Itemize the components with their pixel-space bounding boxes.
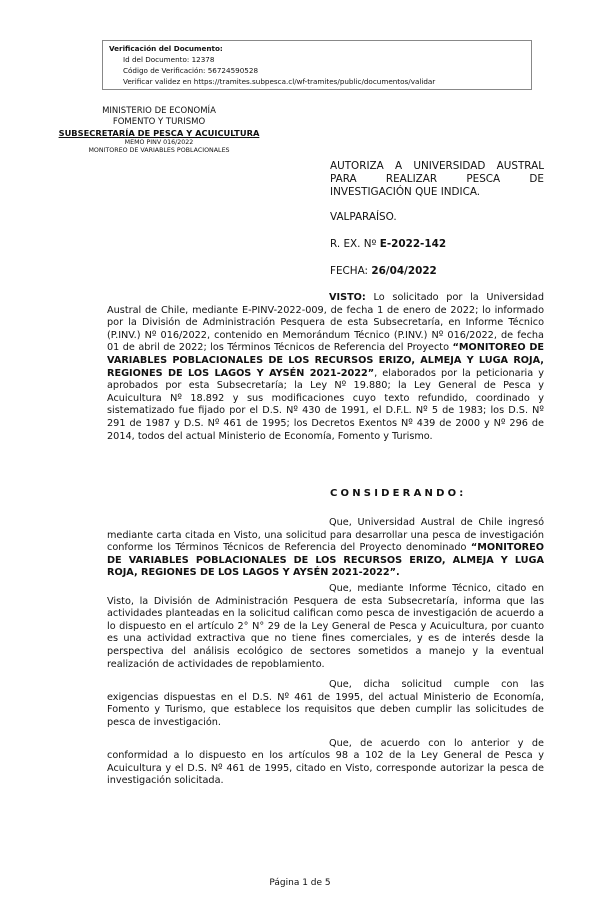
considerando-heading: CONSIDERANDO: <box>330 488 467 499</box>
verification-box <box>102 40 532 90</box>
paragraph-4: Que, de acuerdo con lo anterior y de conformidad a lo dispuesto en los artículos 98 a 102 de la Ley General de Pesca y Acuicultura y el D.S. Nº 461 de 1995, citado en Visto, corresponde autorizar la pesca de investigación solicitada. <box>107 737 544 787</box>
ministry-line-2: FOMENTO Y TURISMO <box>112 117 206 127</box>
verification-code: • Código de Verificación: 56724590528 <box>123 65 525 76</box>
visto-section <box>107 292 544 443</box>
verification-id: • Id del Documento: 12378 <box>123 54 525 65</box>
page-number: Página 1 de 5 <box>269 878 331 888</box>
monitoreo-label: MONITOREO DE VARIABLES POBLACIONALES <box>88 147 230 154</box>
ministry-header <box>34 106 284 155</box>
resolution-number <box>330 238 446 251</box>
considerando-section <box>107 517 544 788</box>
fecha-label: FECHA: <box>330 265 372 277</box>
visto-label: VISTO: <box>329 292 366 303</box>
paragraph-1-text: Que, Universidad Austral de Chile ingresó mediante carta citada en Visto, una solicitud para desarrollar una pesca de investigación conforme los Términos Técnicos de Referencia del Proyecto denominado <box>107 517 544 554</box>
resolution-date <box>330 265 437 278</box>
title-line-2: PARA REALIZAR PESCA DE <box>330 173 544 185</box>
paragraph-1-project: “MONITOREO DE VARIABLES POBLACIONALES DE LOS RECURSOS ERIZO, ALMEJA Y LUGA ROJA, REGIONES DE LOS LAGOS Y AYSÉN 2021-2022”. <box>107 542 544 579</box>
place: VALPARAÍSO. <box>330 211 397 223</box>
title-line-1: AUTORIZA A UNIVERSIDAD AUSTRAL <box>330 160 544 172</box>
memo-number: MEMO PINV 016/2022 <box>124 139 194 146</box>
paragraph-1 <box>107 517 544 580</box>
resolution-title <box>330 160 544 199</box>
visto-text-2: , elaborados por la peticionaria y aprobados por esta Subsecretaría; la Ley Nº 19.880; la Ley General de Pesca y Acuicultura Nº 18.892 y sus modificaciones cuyo texto refundido, coordinado y sistematizado fue fijado por el D.S. Nº 430 de 1991, el D.F.L. Nº 5 de 1983; los D.S. Nº 291 de 1987 y D.S. Nº 461 de 1995; los Decretos Exentos Nº 439 de 2000 y Nº 296 de 2014, todos del actual Ministerio de Economía, Fomento y Turismo. <box>107 367 545 442</box>
verification-list <box>109 54 525 87</box>
paragraph-2: Que, mediante Informe Técnico, citado en Visto, la División de Administración Pesquera de esta Subsecretaría, informa que las actividades planteadas en la solicitud califican como pesca de investigación de acuerdo a lo dispuesto en el artículo 2° N° 29 de la Ley General de Pesca y Acuicultura, por cuanto es una actividad extractiva que no tiene fines comerciales, y es de interés desde la perspectiva del análisis ecológico de sectores sometidos a manejo y la eventual realización de actividades de repoblamiento. <box>107 582 544 670</box>
subsecretaria-title: SUBSECRETARÍA DE PESCA Y ACUICULTURA <box>58 128 260 138</box>
ministry-line-1: MINISTERIO DE ECONOMÍA <box>102 106 216 116</box>
rex-label: R. EX. Nº <box>330 238 380 250</box>
visto-text-1: Lo solicitado por la Universidad Austral de Chile, mediante E-PINV-2022-009, de fecha 1 de enero de 2022; lo informado por la División de Administración Pesquera de esta Subsecretaría, en Informe Técnico (P.INV.) Nº 016/2022, contenido en Memorándum Técnico (P.INV.) Nº 016/2022, de fecha 01 de abril de 2022; los Términos Técnicos de Referencia del Proyecto <box>107 292 544 354</box>
verification-title: Verificación del Documento: <box>109 44 223 53</box>
paragraph-3: Que, dicha solicitud cumple con las exigencias dispuestas en el D.S. Nº 461 de 1995, del actual Ministerio de Economía, Fomento y Turismo, que establece los requisitos que deben cumplir las solicitudes de pesca de investigación. <box>107 679 544 728</box>
rex-value: E-2022-142 <box>379 238 447 250</box>
visto-project: “MONITOREO DE VARIABLES POBLACIONALES DE LOS RECURSOS ERIZO, ALMEJA Y LUGA ROJA, REGIONES DE LOS LAGOS Y AYSÉN 2021-2022” <box>107 342 544 379</box>
fecha-value: 26/04/2022 <box>371 265 437 277</box>
title-line-3: INVESTIGACIÓN QUE INDICA. <box>330 186 481 198</box>
verification-link[interactable]: • Verificar validez en https://tramites.subpesca.cl/wf-tramites/public/documentos/validar <box>123 76 525 87</box>
